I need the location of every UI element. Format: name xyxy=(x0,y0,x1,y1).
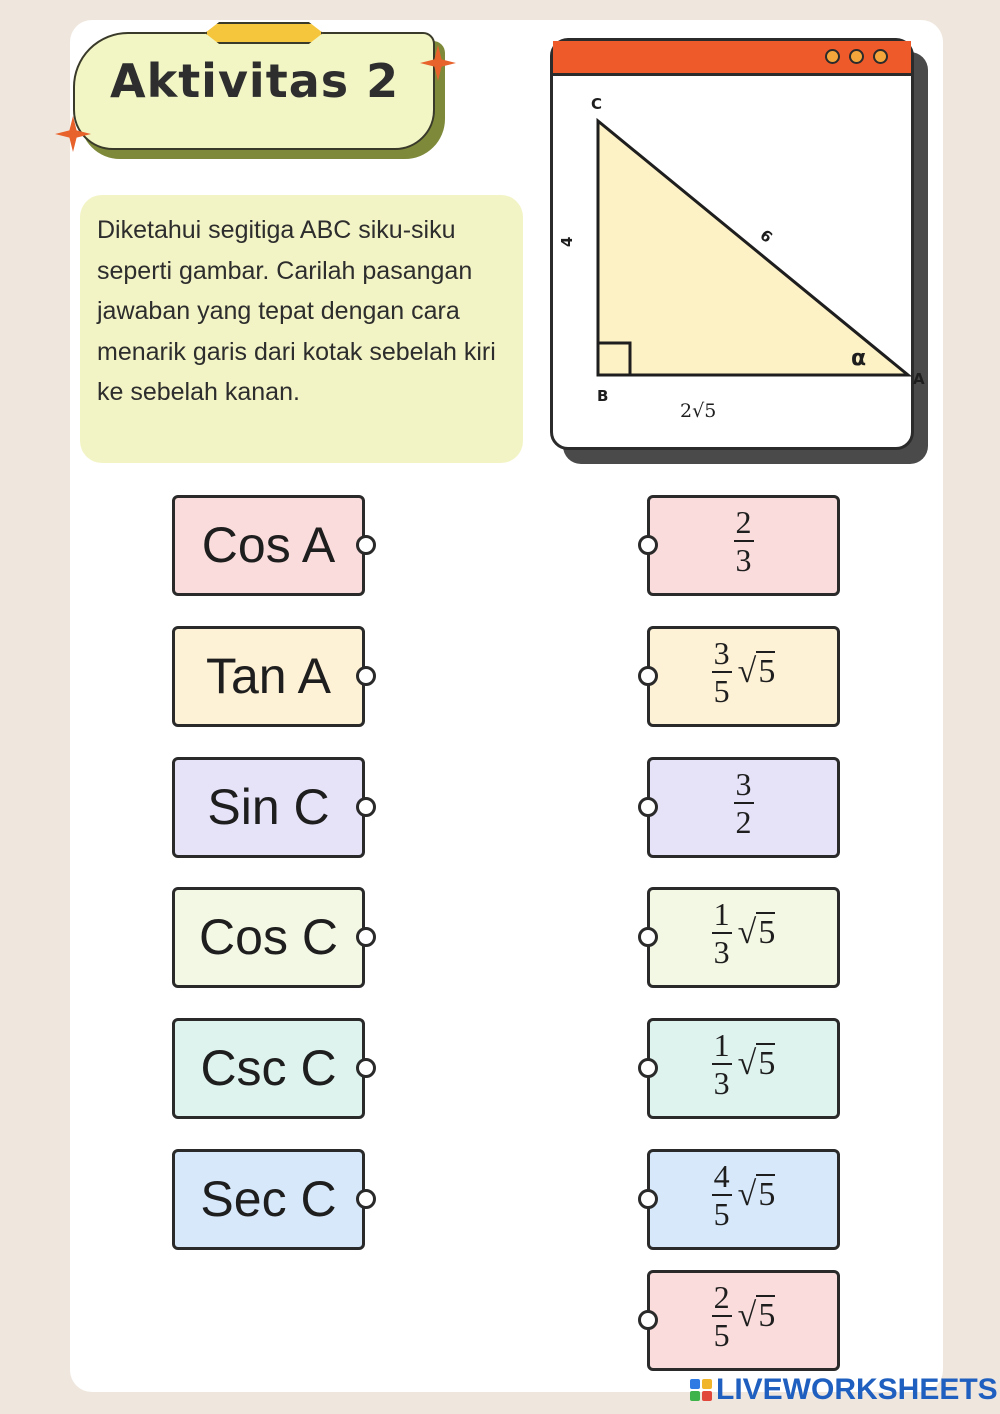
card-label: Cos A xyxy=(201,517,336,573)
fraction-denominator: 5 xyxy=(713,673,730,709)
right-card-3[interactable] xyxy=(647,757,840,858)
card-label: Cos C xyxy=(199,909,338,965)
sqrt-symbol-icon: √ xyxy=(737,914,757,951)
vertex-a-label: A xyxy=(913,370,925,388)
left-card-2[interactable] xyxy=(172,626,365,727)
instruction-text: Diketahui segitiga ABC siku-siku seperti gambar. Carilah pasangan jawaban yang tepat dengan cara menarik garis dari kotak sebelah kiri ke sebelah kanan. xyxy=(97,216,496,406)
liveworksheets-logo xyxy=(690,1372,998,1408)
fraction-numerator: 2 xyxy=(713,1279,730,1315)
fraction-value xyxy=(650,1027,837,1101)
connector-knob[interactable] xyxy=(638,927,658,947)
card-label: Tan A xyxy=(205,648,332,704)
fraction-numerator: 3 xyxy=(735,766,752,802)
vertex-b-label: B xyxy=(597,387,609,405)
left-card-3[interactable] xyxy=(172,757,365,858)
connector-knob[interactable] xyxy=(356,1058,376,1078)
fraction-value xyxy=(650,766,837,840)
connector-knob[interactable] xyxy=(356,535,376,555)
sqrt-symbol-icon: √ xyxy=(737,1045,757,1082)
connector-knob[interactable] xyxy=(356,666,376,686)
fraction-denominator: 3 xyxy=(713,934,730,970)
square-root xyxy=(738,1176,776,1214)
triangle-diagram xyxy=(553,41,925,453)
radicand: 5 xyxy=(758,1297,776,1334)
radicand: 5 xyxy=(758,914,776,951)
connector-knob[interactable] xyxy=(638,1189,658,1209)
fraction-numerator: 1 xyxy=(713,896,730,932)
fraction-value xyxy=(650,896,837,970)
vertex-c-label: C xyxy=(591,95,603,113)
sqrt-symbol-icon: √ xyxy=(737,653,757,690)
fraction-numerator: 2 xyxy=(735,504,752,540)
square-root xyxy=(738,914,776,952)
sqrt-symbol-icon: √ xyxy=(737,1176,757,1213)
card-label: Csc C xyxy=(200,1040,337,1096)
square-root xyxy=(738,1297,776,1335)
fraction-numerator: 4 xyxy=(713,1158,730,1194)
fraction-value xyxy=(650,504,837,578)
card-label: Sin C xyxy=(207,779,330,835)
left-card-6[interactable] xyxy=(172,1149,365,1250)
logo-mark-icon xyxy=(690,1379,712,1401)
fraction-denominator: 5 xyxy=(713,1196,730,1232)
square-root xyxy=(738,1045,776,1083)
connector-knob[interactable] xyxy=(638,1310,658,1330)
right-card-6[interactable] xyxy=(647,1149,840,1250)
left-card-5[interactable] xyxy=(172,1018,365,1119)
radicand: 5 xyxy=(758,1045,776,1082)
fraction-denominator: 2 xyxy=(735,804,752,840)
left-card-1[interactable] xyxy=(172,495,365,596)
triangle-window xyxy=(550,38,925,450)
connector-knob[interactable] xyxy=(638,1058,658,1078)
fraction-denominator: 5 xyxy=(713,1317,730,1353)
right-card-2[interactable] xyxy=(647,626,840,727)
fraction-value xyxy=(650,1158,837,1232)
connector-knob[interactable] xyxy=(356,927,376,947)
logo-text: LIVEWORKSHEETS xyxy=(716,1373,998,1406)
radicand: 5 xyxy=(758,653,776,690)
instruction-box xyxy=(80,195,523,463)
side-ac-label: 6 xyxy=(756,225,776,247)
connector-knob[interactable] xyxy=(638,535,658,555)
right-card-1[interactable] xyxy=(647,495,840,596)
fraction-numerator: 1 xyxy=(713,1027,730,1063)
fraction-value xyxy=(650,1279,837,1353)
card-label: Sec C xyxy=(200,1171,337,1227)
connector-knob[interactable] xyxy=(638,797,658,817)
right-card-5[interactable] xyxy=(647,1018,840,1119)
side-ab-label: 2√5 xyxy=(680,400,717,422)
connector-knob[interactable] xyxy=(638,666,658,686)
title-tab-decoration xyxy=(205,22,323,44)
square-root xyxy=(738,653,776,691)
connector-knob[interactable] xyxy=(356,1189,376,1209)
radicand: 5 xyxy=(758,1176,776,1213)
right-card-4[interactable] xyxy=(647,887,840,988)
fraction-denominator: 3 xyxy=(713,1065,730,1101)
angle-alpha-label: α xyxy=(851,346,867,371)
side-bc-label: 4 xyxy=(558,236,576,247)
triangle-shape xyxy=(598,121,908,375)
connector-knob[interactable] xyxy=(356,797,376,817)
left-card-4[interactable] xyxy=(172,887,365,988)
title-badge xyxy=(55,20,455,170)
fraction-numerator: 3 xyxy=(713,635,730,671)
page-title: Aktivitas 2 xyxy=(110,54,400,108)
right-card-7[interactable] xyxy=(647,1270,840,1371)
fraction-denominator: 3 xyxy=(735,542,752,578)
fraction-value xyxy=(650,635,837,709)
sqrt-symbol-icon: √ xyxy=(737,1297,757,1334)
